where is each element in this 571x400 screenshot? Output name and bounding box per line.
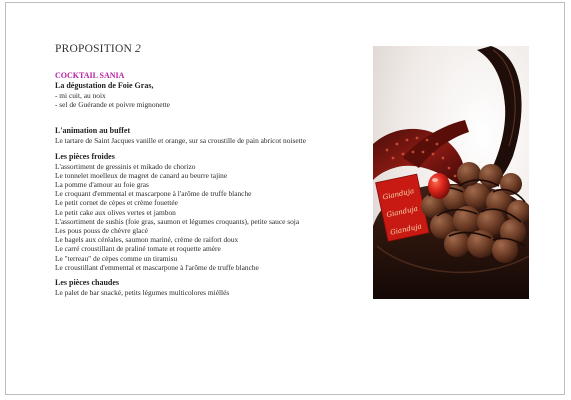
section-heading: Les pièces chaudes xyxy=(55,278,119,288)
section-foie-gras xyxy=(55,81,365,109)
plaque-text: Gianduja xyxy=(382,187,415,202)
menu-line: L'assortiment de sushis (foie gras, saumon et légumes croquants), petite sauce soja xyxy=(55,216,300,226)
menu-line: Le bagels aux céréales, saumon mariné, crème de raifort doux xyxy=(55,235,239,245)
plaque-text: Gianduja xyxy=(389,222,423,237)
section-buffet xyxy=(55,126,365,145)
chocolate-dessert-photo xyxy=(373,46,529,299)
menu-line: La pomme d'amour au foie gras xyxy=(55,180,149,190)
menu-line: Le petit cornet de cèpes et crème fouettée xyxy=(55,198,178,208)
menu-line: Le petit cake aux olives vertes et jambon xyxy=(55,207,176,217)
menu-line: L'assortiment de gressinis et mikado de chorizo xyxy=(55,161,196,171)
menu-line: Le tartare de Saint Jacques vanille et orange, sur sa croustille de pain abricot noisette xyxy=(55,136,306,146)
page-title xyxy=(55,43,365,55)
menu-line: - sel de Guérande et poivre mignonette xyxy=(55,100,170,110)
section-heading: L'animation au buffet xyxy=(55,126,131,136)
title-text: PROPOSITION xyxy=(55,43,132,55)
menu-text-column xyxy=(55,43,365,297)
document-page xyxy=(5,2,565,395)
section-pieces-chaudes xyxy=(55,278,365,297)
section-pieces-froides xyxy=(55,152,365,272)
title-number: 2 xyxy=(135,43,141,55)
menu-line: Le palet de bar snacké, petits légumes multicolores miéllés xyxy=(55,288,230,298)
menu-line: - mi cuit, au noix xyxy=(55,91,106,100)
menu-line: Le tonnelet moelleux de magret de canard au beurre tajine xyxy=(55,170,228,180)
plaque-text: Gianduja xyxy=(385,204,419,220)
section-heading: La dégustation de Foie Gras, xyxy=(55,81,154,90)
menu-line: Le carré croustillant de praliné tomate et roquette amère xyxy=(55,244,221,254)
menu-line: Le croustillant d'emmental et mascarpone à l'arôme de truffe blanche xyxy=(55,262,259,272)
menu-line: Le "terreau" de cèpes comme un tiramisu xyxy=(55,253,178,263)
section-heading: Les pièces froides xyxy=(55,151,115,161)
cocktail-name: COCKTAIL SANIA xyxy=(55,71,125,80)
dessert-illustration xyxy=(373,46,529,299)
menu-line: Les pous pouss de chèvre glacé xyxy=(55,226,148,236)
menu-line: Le croquant d'emmental et mascarpone à l'arôme de truffe blanche xyxy=(55,189,252,199)
